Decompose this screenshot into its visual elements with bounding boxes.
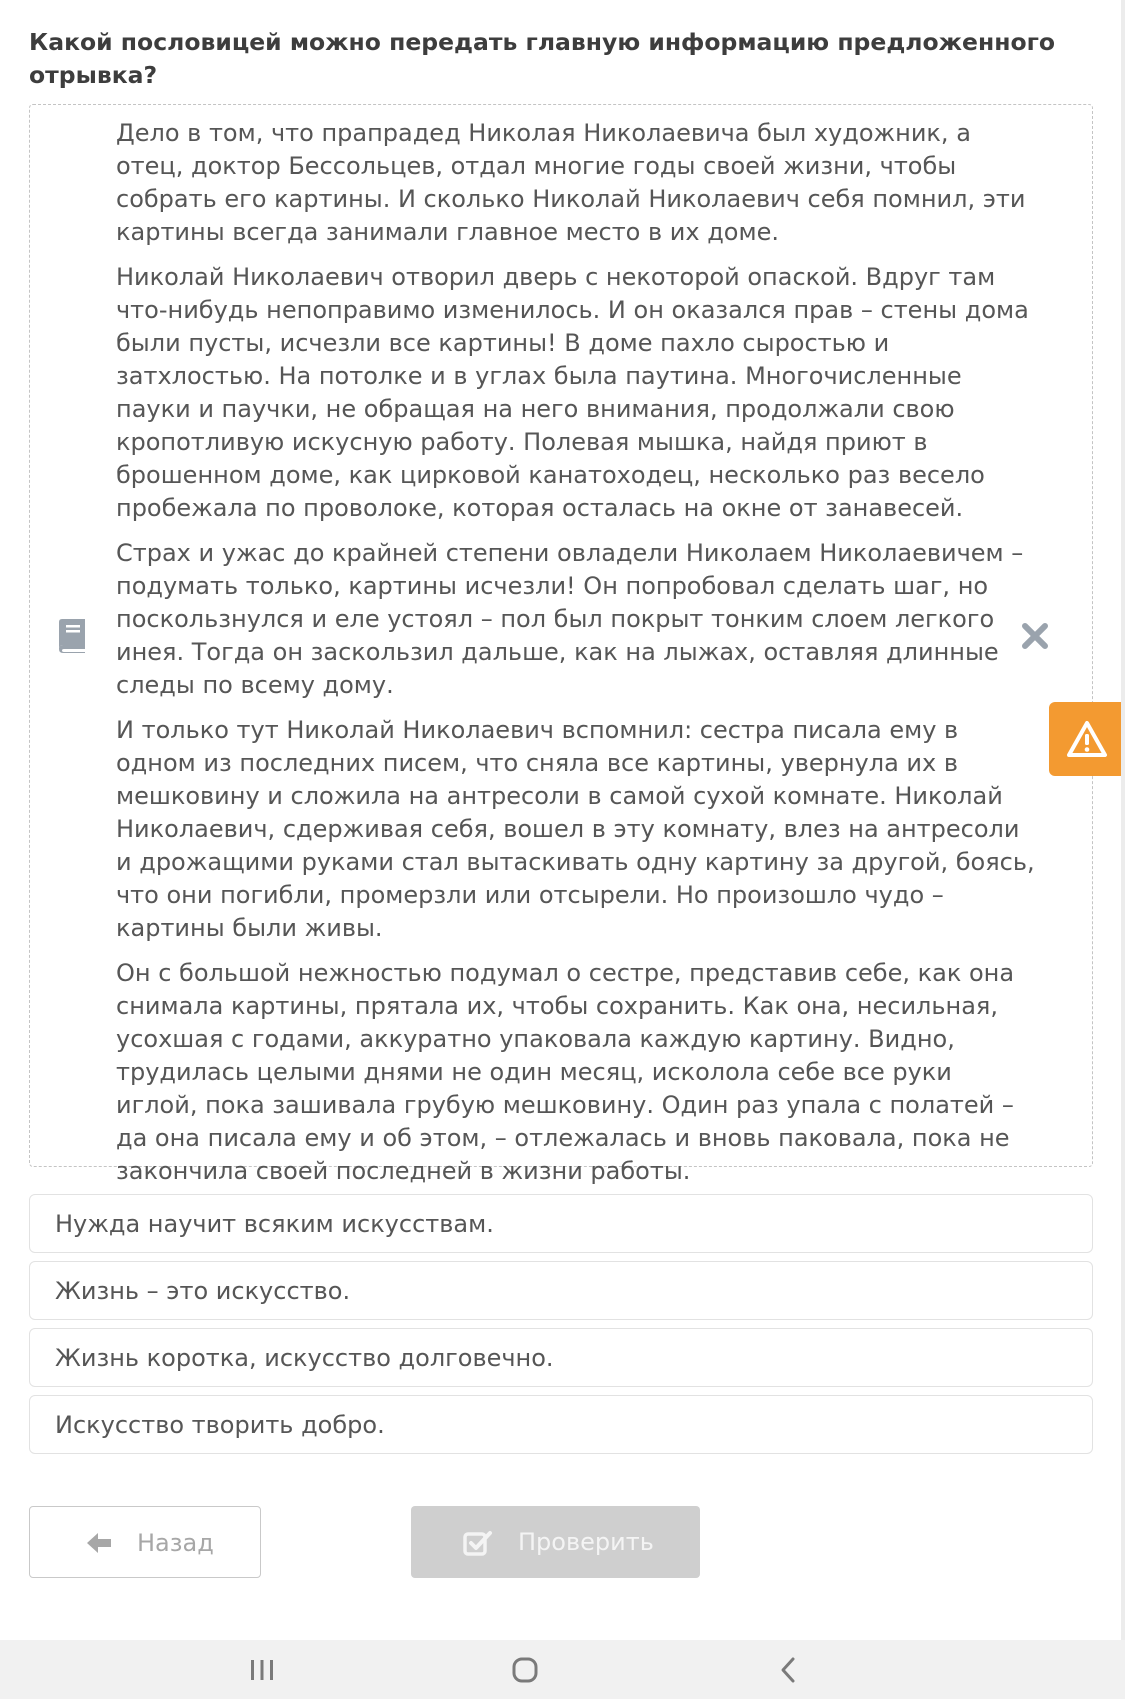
- warning-icon: [1066, 719, 1108, 759]
- home-icon[interactable]: [505, 1652, 545, 1688]
- answer-option[interactable]: [29, 1395, 1093, 1454]
- recent-apps-icon[interactable]: [242, 1652, 282, 1688]
- passage-text: [116, 117, 1036, 1200]
- passage-paragraph: Николай Николаевич отворил дверь с некоторой опаской. Вдруг там что-нибудь непоправимо изменилось. И он оказался прав – стены дома были пусты, исчезли все картины! В доме пахло сыростью и затхлостью. На потолке и в углах была паутина. Многочисленные пауки и паучки, не обращая на него внимания, продолжали свою кропотливую искусную работу. Полевая мышка, найдя приют в брошенном доме, как цирковой канатоходец, несколько раз весело пробежала по проволоке, которая осталась на окне от занавесей.: [116, 263, 1029, 522]
- question-title: Какой пословицей можно передать главную информацию предложенного отрывка?: [29, 28, 1056, 89]
- check-button[interactable]: [411, 1506, 700, 1578]
- check-square-icon: [463, 1529, 493, 1557]
- check-button-label: Проверить: [518, 1528, 654, 1556]
- back-button-label: Назад: [137, 1529, 214, 1557]
- answer-option-label: Нужда научит всяким искусствам.: [55, 1210, 494, 1238]
- passage-paragraph: Дело в том, что прапрадед Николая Николаевича был художник, а отец, доктор Бессольцев, отдал многие годы своей жизни, чтобы собрать его картины. И сколько Николай Николаевич себя помнил, эти картины всегда занимали главное место в их доме.: [116, 119, 1026, 246]
- back-button[interactable]: [29, 1506, 261, 1578]
- passage-panel: [29, 104, 1093, 1185]
- passage-paragraph: Он с большой нежностью подумал о сестре, представив себе, как она снимала картины, прятала их, чтобы сохранить. Как она, несильная, усохшая с годами, аккуратно упаковала каждую картину. Видно, трудилась целыми днями не один месяц, исколола себе все руки иглой, пока зашивала грубую мешковину. Один раз упала с полатей – да она писала ему и об этом, – отлежалась и вновь паковала, пока не закончила своей последней в жизни работы.: [116, 959, 1015, 1185]
- arrow-left-icon: [85, 1531, 113, 1555]
- report-problem-tab[interactable]: [1049, 702, 1125, 776]
- answer-option[interactable]: [29, 1328, 1093, 1387]
- book-icon: [54, 618, 88, 654]
- answer-option[interactable]: [29, 1261, 1093, 1320]
- system-navigation-bar: [0, 1640, 1125, 1699]
- answer-option-label: Искусство творить добро.: [55, 1411, 385, 1439]
- answer-option-label: Жизнь коротка, искусство долговечно.: [55, 1344, 554, 1372]
- back-icon[interactable]: [768, 1652, 808, 1688]
- passage-paragraph: И только тут Николай Николаевич вспомнил: сестра писала ему в одном из последних писем, что сняла все картины, увернула их в мешковину и сложила на антресоли в самой сухой комнате. Николай Николаевич, сдерживая себя, вошел в эту комнату, влез на антресоли и дрожащими руками стал вытаскивать одну картину за другой, боясь, что они погибли, промерзли или отсырели. Но произошло чудо – картины были живы.: [116, 716, 1035, 942]
- scroll-edge: [1121, 0, 1125, 1640]
- answer-option-label: Жизнь – это искусство.: [55, 1277, 351, 1305]
- close-icon[interactable]: [1019, 620, 1051, 652]
- answer-option[interactable]: [29, 1194, 1093, 1253]
- passage-paragraph: Страх и ужас до крайней степени овладели Николаем Николаевичем – подумать только, картины исчезли! Он попробовал сделать шаг, но поскользнулся и еле устоял – пол был покрыт тонким слоем легкого инея. Тогда он заскользил дальше, как на лыжах, оставляя длинные следы по всему дому.: [116, 539, 1024, 699]
